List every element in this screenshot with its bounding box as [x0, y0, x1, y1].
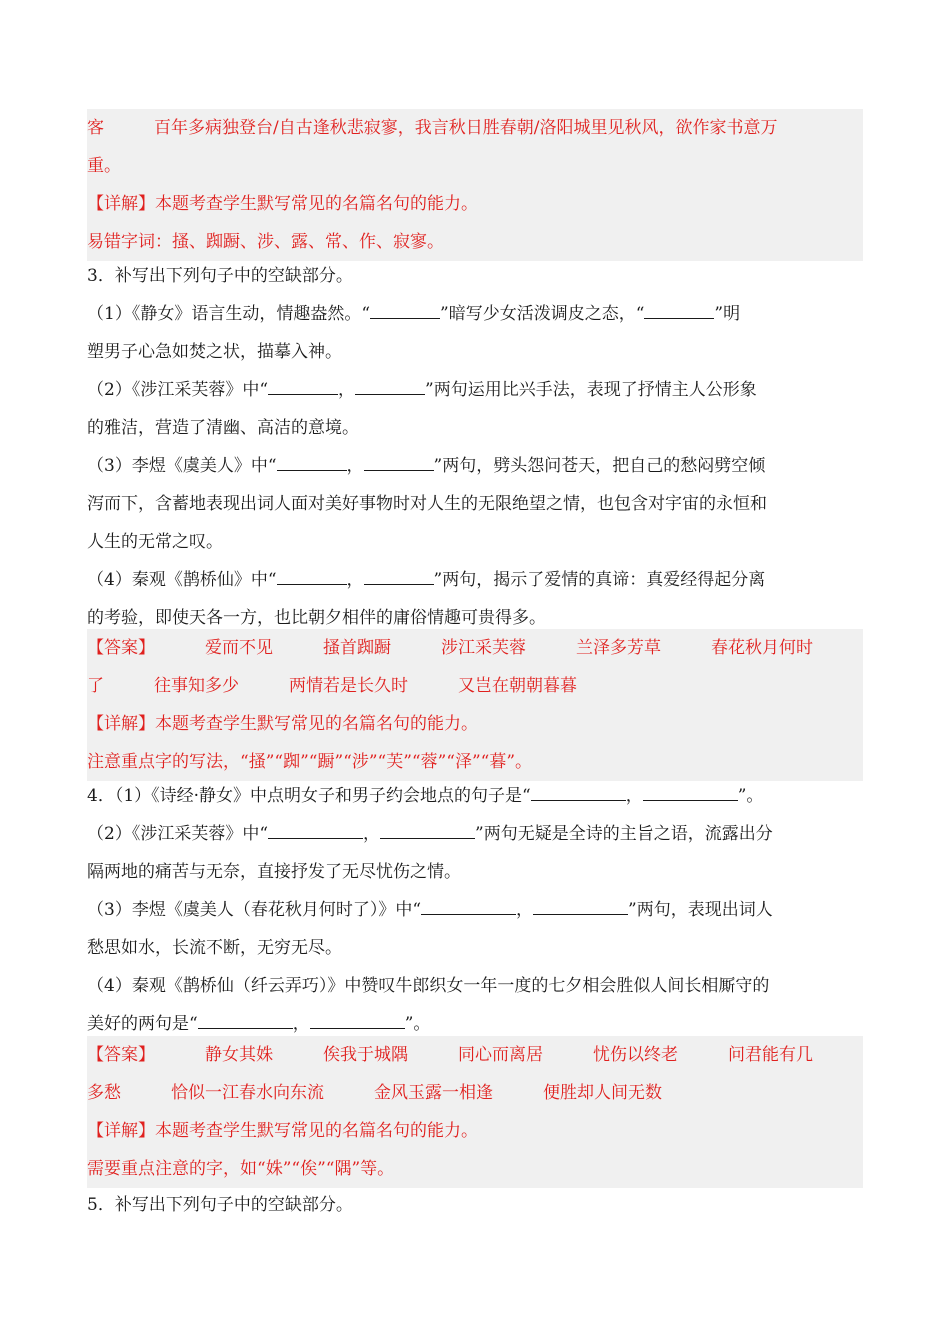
q4-part-4-cont: 美好的两句是“ ， ”。 [87, 1014, 431, 1034]
q4-note: 需要重点注意的字，如“姝”“俟”“隅”等。 [87, 1150, 863, 1188]
q3-title: 3．补写出下列句子中的空缺部分。 [87, 266, 353, 286]
answer-blank [268, 824, 363, 839]
answer-label: 【答案】 [87, 1045, 155, 1065]
q2-detail: 【详解】本题考查学生默写常见的名篇名句的能力。 [87, 185, 863, 223]
q2-answer-line-1 [87, 109, 863, 147]
answer-item: 问君能有几 [728, 1045, 813, 1065]
answer-blank [644, 304, 714, 319]
answer-item: 静女其姝 [205, 1045, 273, 1065]
answer-item: 俟我于城隅 [323, 1045, 408, 1065]
answer-label: 【答案】 [87, 638, 155, 658]
answer-item: 金风玉露一相逢 [374, 1083, 493, 1103]
q3-part-1-cont: 塑男子心急如焚之状，描摹入神。 [87, 342, 342, 362]
q3-part-4-cont: 的考验，即使天各一方，也比朝夕相伴的庸俗情趣可贵得多。 [87, 608, 546, 628]
q4-part-1: 4．（1）《诗经·静女》中点明女子和男子约会地点的句子是“ ， ”。 [87, 786, 764, 806]
answer-blank [277, 570, 347, 585]
answer-blank [533, 900, 628, 915]
answer-blank [364, 570, 434, 585]
answer-blank [643, 786, 738, 801]
q2-answer-text: 百年多病独登台/自古逢秋悲寂寥，我言秋日胜春朝/洛阳城里见秋风，欲作家书意万 [154, 118, 778, 138]
q3-note: 注意重点字的写法，“搔”“踟”“蹰”“涉”“芙”“蓉”“泽”“暮”。 [87, 743, 863, 781]
q5-title: 5．补写出下列句子中的空缺部分。 [87, 1195, 353, 1215]
q3-part-3: （3）李煜《虞美人》中“ ， ”两句，劈头怨问苍天，把自己的愁闷劈空倾 [87, 456, 766, 476]
answer-blank [268, 380, 338, 395]
q3-answer-line-2: 了 往事知多少 两情若是长久时 又岂在朝朝暮暮 [87, 667, 863, 705]
answer-blank [277, 456, 347, 471]
q4-part-2-cont: 隔两地的痛苦与无奈，直接抒发了无尽忧伤之情。 [87, 862, 461, 882]
answer-item: 往事知多少 [154, 676, 239, 696]
answer-blank [355, 380, 425, 395]
answer-item: 同心而离居 [458, 1045, 543, 1065]
answer-item: 又岂在朝朝暮暮 [458, 676, 577, 696]
q3-part-3-cont: 泻而下，含蓄地表现出词人面对美好事物时对人生的无限绝望之情，也包含对宇宙的永恒和 [87, 494, 767, 514]
q3-part-1: （1）《静女》语言生动，情趣盎然。“ ”暗写少女活泼调皮之态，“ ”明 [87, 304, 741, 324]
q3-part-4: （4）秦观《鹊桥仙》中“ ， ”两句，揭示了爱情的真谛：真爱经得起分离 [87, 570, 766, 590]
q2-answer-line-2: 重。 [87, 147, 863, 185]
answer-item: 涉江采芙蓉 [441, 638, 526, 658]
answer-blank [531, 786, 626, 801]
q4-part-3-cont: 愁思如水，长流不断，无穷无尽。 [87, 938, 342, 958]
q4-answer-line-2: 多愁 恰似一江春水向东流 金风玉露一相逢 便胜却人间无数 [87, 1074, 863, 1112]
q3-detail: 【详解】本题考查学生默写常见的名篇名句的能力。 [87, 705, 863, 743]
answer-item: 便胜却人间无数 [543, 1083, 662, 1103]
q4-part-3: （3）李煜《虞美人（春花秋月何时了）》中“ ， ”两句，表现出词人 [87, 900, 773, 920]
q3-part-3-cont2: 人生的无常之叹。 [87, 532, 223, 552]
q4-part-4: （4）秦观《鹊桥仙（纤云弄巧）》中赞叹牛郎织女一年一度的七夕相会胜似人间长相厮守的 [87, 976, 770, 996]
q3-part-2: （2）《涉江采芙蓉》中“ ， ”两句运用比兴手法，表现了抒情主人公形象 [87, 380, 757, 400]
q4-answer-line-1 [87, 1036, 863, 1074]
q4-part-2: （2）《涉江采芙蓉》中“ ， ”两句无疑是全诗的主旨之语，流露出分 [87, 824, 773, 844]
answer-blank [310, 1014, 405, 1029]
answer-item: 忧伤以终老 [593, 1045, 678, 1065]
answer-item: 春花秋月何时 [711, 638, 813, 658]
answer-item: 两情若是长久时 [289, 676, 408, 696]
q3-part-2-cont: 的雅洁，营造了清幽、高洁的意境。 [87, 418, 359, 438]
answer-blank [421, 900, 516, 915]
answer-item: 兰泽多芳草 [576, 638, 661, 658]
q3-answer-line-1 [87, 629, 863, 667]
answer-blank [364, 456, 434, 471]
q2-note: 易错字词：搔、踟蹰、涉、露、常、作、寂寥。 [87, 223, 863, 261]
answer-blank [380, 824, 475, 839]
q2-answer-lead: 客 [87, 118, 104, 138]
answer-item: 爱而不见 [205, 638, 273, 658]
answer-item: 搔首踟蹰 [323, 638, 391, 658]
answer-blank [198, 1014, 293, 1029]
answer-item: 恰似一江春水向东流 [171, 1083, 324, 1103]
answer-blank [370, 304, 440, 319]
q4-detail: 【详解】本题考查学生默写常见的名篇名句的能力。 [87, 1112, 863, 1150]
